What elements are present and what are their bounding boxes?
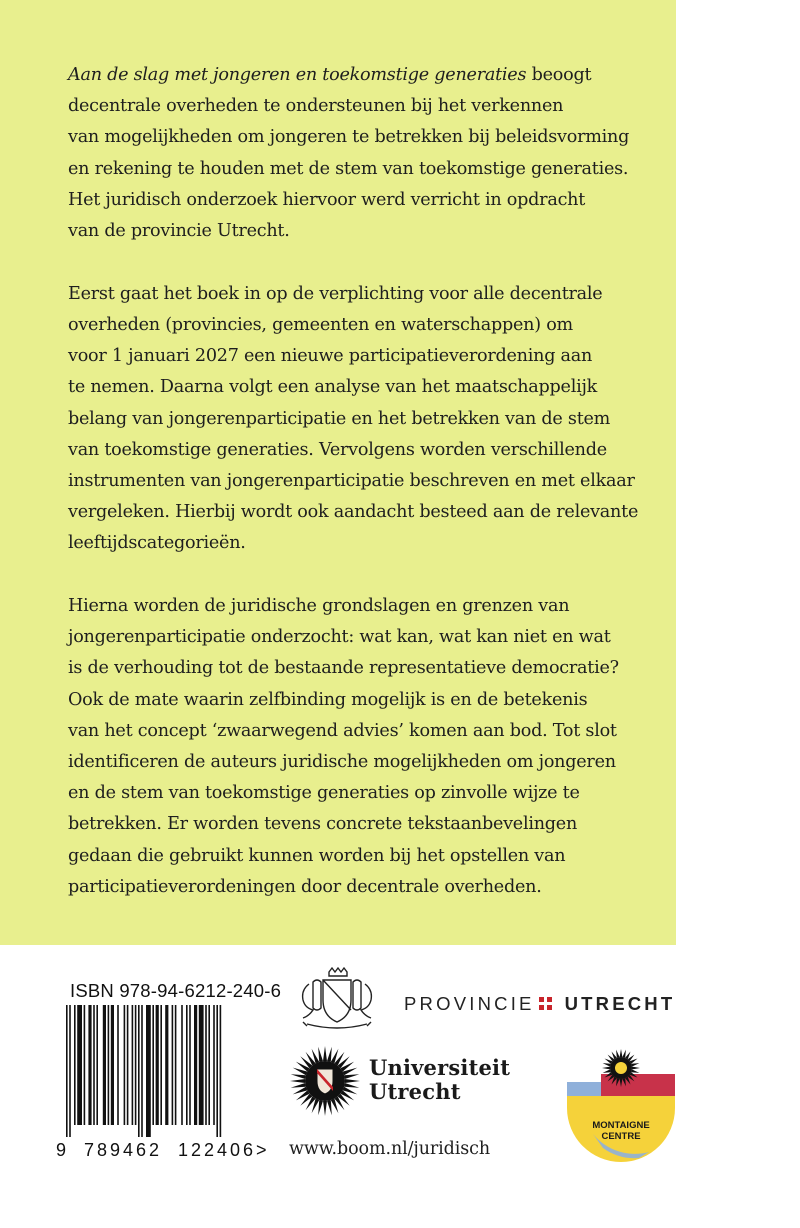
- universiteit-utrecht-sun-icon: [289, 1045, 361, 1117]
- barcode-digits-right: 122406: [178, 1140, 257, 1160]
- back-cover-blurb: [68, 60, 668, 935]
- barcode-bar: [160, 1005, 162, 1125]
- barcode-bar: [84, 1005, 86, 1125]
- blurb-paragraph-3: [68, 591, 668, 903]
- montaigne-line-1: MONTAIGNE: [592, 1120, 650, 1131]
- barcode-bar: [199, 1005, 204, 1125]
- barcode-bar: [141, 1005, 143, 1137]
- provincie-utrecht-logo-text: [404, 993, 675, 1015]
- barcode-bar: [220, 1005, 222, 1137]
- blurb-line: belang van jongerenparticipatie en het betrekken van de stem: [68, 408, 611, 429]
- blurb-line: [68, 60, 668, 91]
- provincie-dots-icon: [539, 997, 555, 1011]
- blurb-paragraph-2: [68, 279, 668, 560]
- blurb-line: Het juridisch onderzoek hiervoor werd verricht in opdracht: [68, 189, 586, 210]
- blurb-line: van de provincie Utrecht.: [68, 221, 290, 242]
- blurb-line: gedaan die gebruikt kunnen worden bij het opstellen van: [68, 845, 566, 866]
- barcode-bar: [124, 1005, 126, 1125]
- blurb-line: van mogelijkheden om jongeren te betrekken bij beleidsvorming: [68, 127, 630, 148]
- barcode-bar: [66, 1005, 68, 1137]
- barcode-bar: [69, 1005, 71, 1137]
- barcode-bar: [189, 1005, 191, 1125]
- provincie-word: PROVINCIE: [404, 993, 535, 1014]
- barcode-bar: [172, 1005, 174, 1125]
- blurb-paragraph-1: [68, 60, 668, 247]
- blurb-line: betrekken. Er worden tevens concrete tekstaanbevelingen: [68, 814, 578, 835]
- barcode-bar: [117, 1005, 119, 1125]
- blurb-line: Hierna worden de juridische grondslagen en grenzen van: [68, 596, 570, 617]
- barcode-image: [66, 1005, 256, 1137]
- barcode-bar: [152, 1005, 154, 1125]
- barcode-bar: [96, 1005, 98, 1125]
- blurb-line: en de stem van toekomstige generaties op zinvolle wijze te: [68, 783, 580, 804]
- blurb-line: van het concept ‘zwaarwegend advies’ komen aan bod. Tot slot: [68, 720, 617, 741]
- barcode-quiet-mark: >: [256, 1140, 267, 1160]
- blurb-line: en rekening te houden met de stem van toekomstige generaties.: [68, 158, 629, 179]
- barcode-bar: [213, 1005, 215, 1125]
- isbn-label: ISBN 978-94-6212-240-6: [70, 980, 282, 1001]
- publisher-url: www.boom.nl/juridisch: [289, 1139, 491, 1159]
- blurb-line: jongerenparticipatie onderzocht: wat kan, wat kan niet en wat: [68, 627, 611, 648]
- barcode-bar: [132, 1005, 134, 1125]
- barcode-bar: [127, 1005, 129, 1125]
- blurb-line: identificeren de auteurs juridische mogelijkheden om jongeren: [68, 752, 616, 773]
- universiteit-utrecht-logo-text: [369, 1056, 510, 1104]
- book-title-italic: Aan de slag met jongeren en toekomstige generaties: [68, 65, 527, 85]
- blurb-text: beoogt: [526, 65, 592, 85]
- barcode-bar: [77, 1005, 82, 1125]
- blurb-line: overheden (provincies, gemeenten en waterschappen) om: [68, 314, 573, 335]
- montaigne-line-2: CENTRE: [601, 1131, 641, 1142]
- barcode-digits-left: 789462: [84, 1140, 163, 1160]
- barcode-bar: [146, 1005, 151, 1137]
- barcode-bar: [88, 1005, 91, 1125]
- barcode-bar: [138, 1005, 140, 1137]
- barcode-bar: [208, 1005, 210, 1125]
- barcode-bar: [186, 1005, 188, 1125]
- barcode-bar: [181, 1005, 183, 1125]
- university-line-2: Utrecht: [369, 1079, 461, 1104]
- blurb-line: instrumenten van jongerenparticipatie beschreven en met elkaar: [68, 470, 635, 491]
- barcode-bar: [156, 1005, 159, 1125]
- university-line-1: Universiteit: [369, 1055, 511, 1080]
- provincie-crest-icon: [289, 966, 385, 1030]
- barcode-bar: [175, 1005, 177, 1125]
- utrecht-word: UTRECHT: [564, 993, 676, 1014]
- blurb-line: Ook de mate waarin zelfbinding mogelijk is en de betekenis: [68, 689, 588, 710]
- blurb-line: leeftijdscategorieën.: [68, 533, 246, 554]
- barcode-bar: [111, 1005, 114, 1125]
- barcode-bar: [205, 1005, 207, 1125]
- barcode-digit-first: 9: [56, 1140, 67, 1160]
- blurb-line: Eerst gaat het boek in op de verplichting voor alle decentrale: [68, 283, 603, 304]
- blurb-line: participatieverordeningen door decentrale overheden.: [68, 876, 542, 897]
- barcode-bar: [135, 1005, 137, 1125]
- blurb-line: vergeleken. Hierbij wordt ook aandacht besteed aan de relevante: [68, 502, 639, 523]
- barcode-bar: [93, 1005, 95, 1125]
- barcode-bar: [103, 1005, 106, 1125]
- barcode-bar: [108, 1005, 110, 1125]
- barcode-bar: [74, 1005, 76, 1125]
- blurb-line: van toekomstige generaties. Vervolgens worden verschillende: [68, 439, 607, 460]
- barcode-bar: [194, 1005, 197, 1125]
- blurb-line: decentrale overheden te ondersteunen bij het verkennen: [68, 96, 564, 117]
- blurb-line: voor 1 januari 2027 een nieuwe participatieverordening aan: [68, 346, 593, 367]
- montaigne-centre-logo-icon: [563, 1048, 679, 1164]
- blurb-line: is de verhouding tot de bestaande representatieve democratie?: [68, 658, 619, 679]
- barcode-bar: [165, 1005, 168, 1125]
- blurb-line: te nemen. Daarna volgt een analyse van het maatschappelijk: [68, 377, 598, 398]
- barcode-bar: [216, 1005, 218, 1137]
